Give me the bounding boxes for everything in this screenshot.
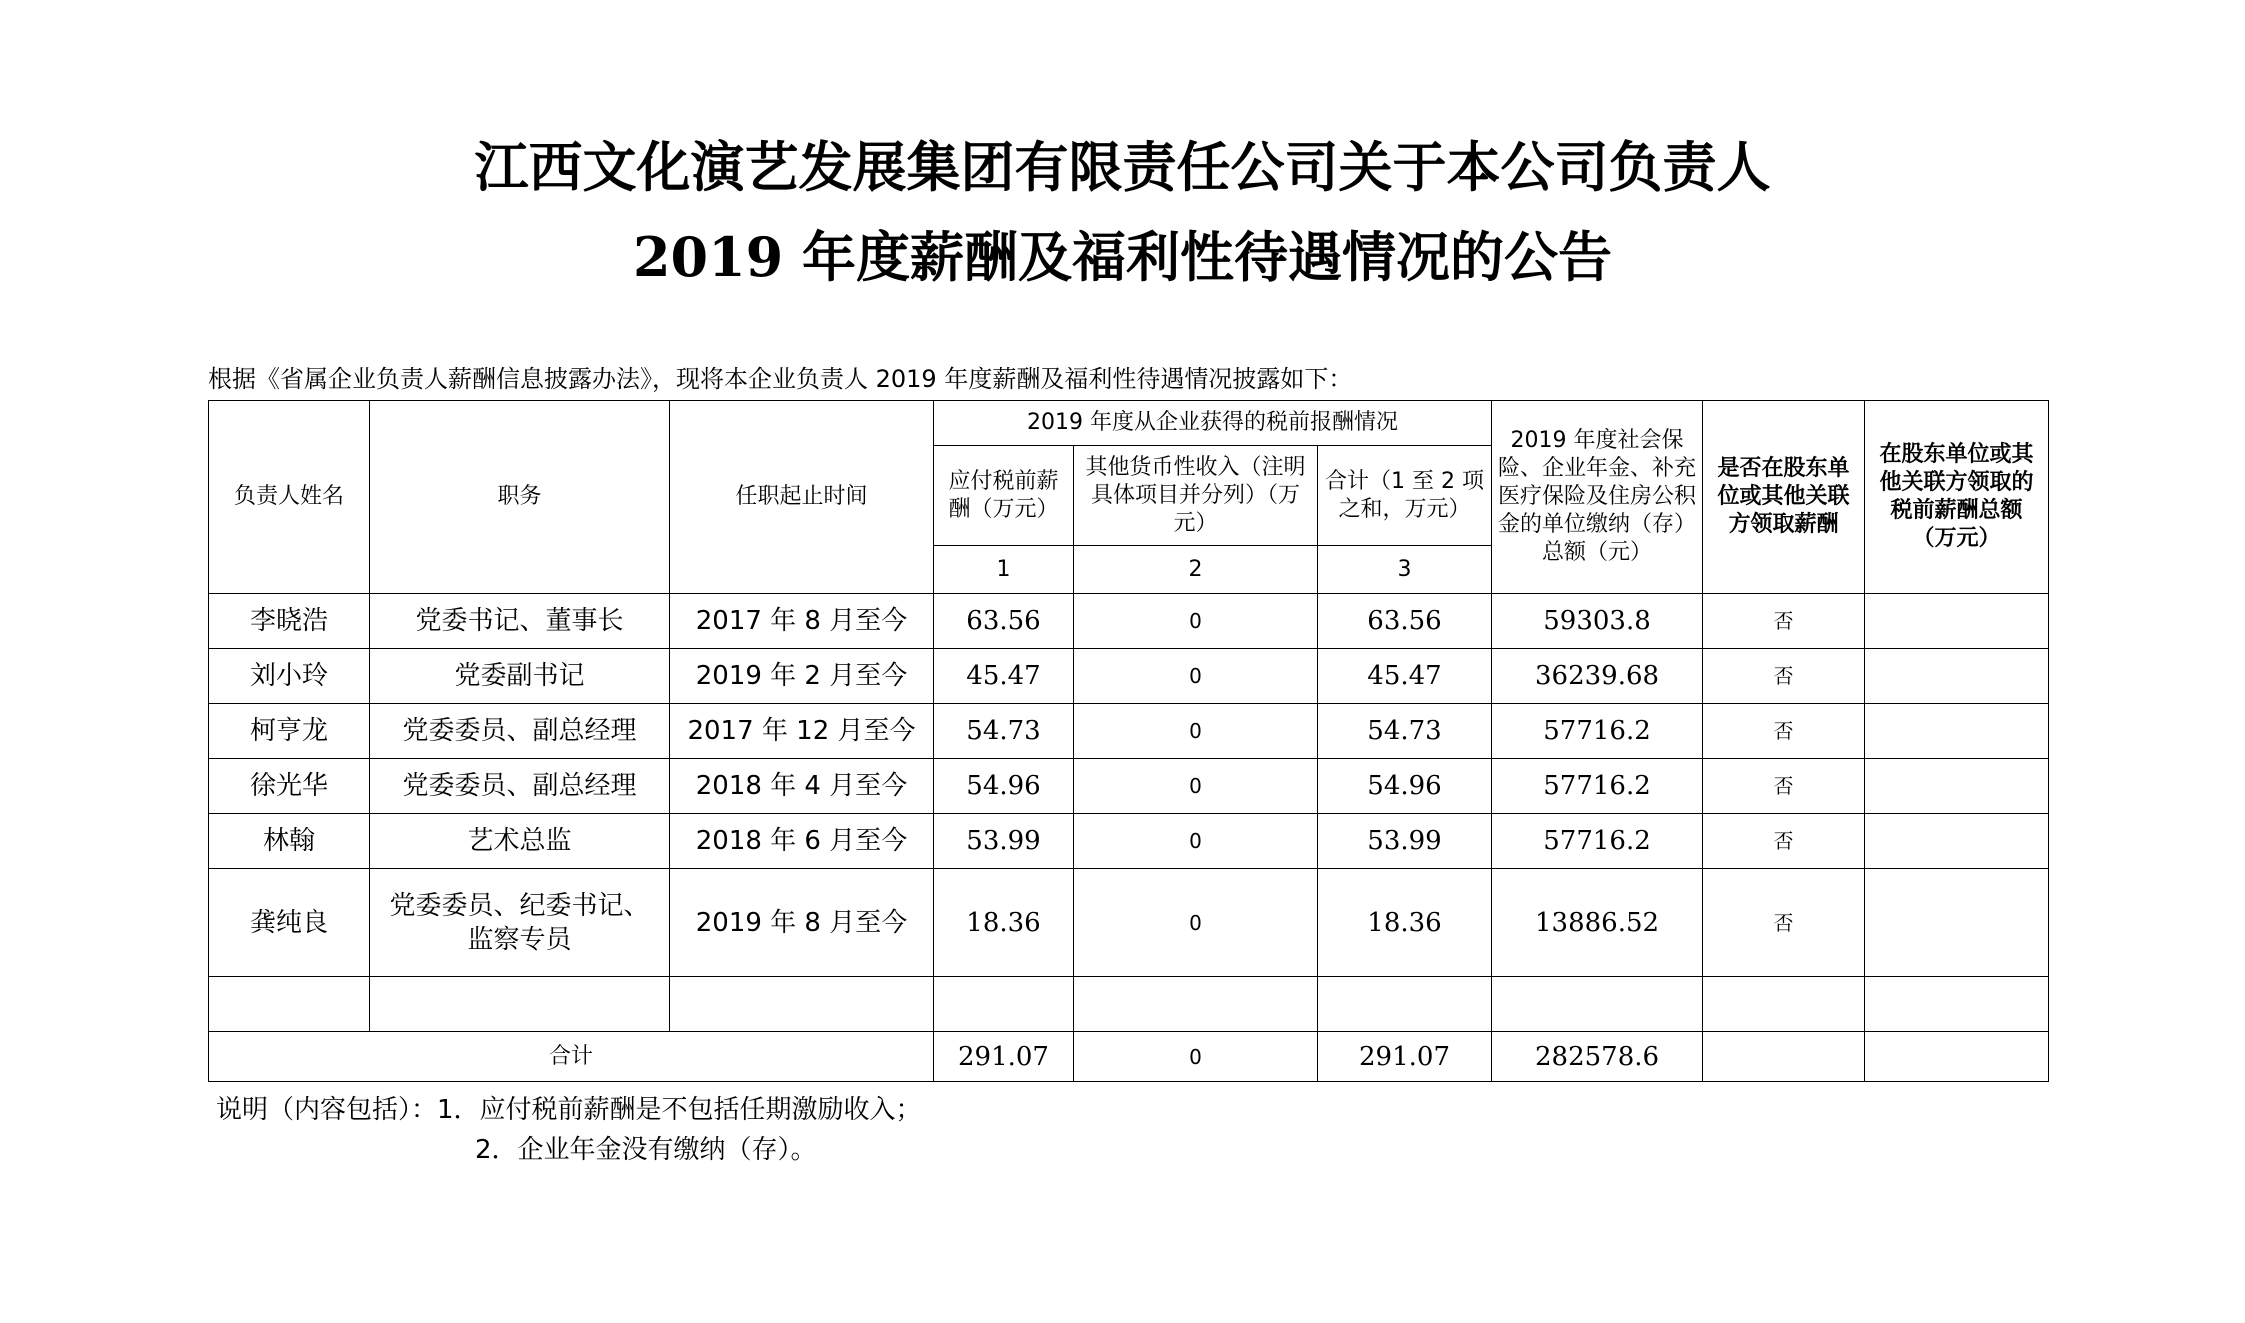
cell-other: 0: [1074, 759, 1318, 814]
cell-position: 党委委员、副总经理: [370, 704, 670, 759]
note-line-2: 2．企业年金没有缴纳（存）。: [475, 1135, 817, 1165]
cell-name: 徐光华: [209, 759, 370, 814]
cell-social: 13886.52: [1492, 869, 1703, 977]
total-empty-cell: [1703, 1032, 1865, 1082]
cell-position: 党委委员、副总经理: [370, 759, 670, 814]
cell-total: 54.96: [1318, 759, 1492, 814]
empty-cell: [1492, 977, 1703, 1032]
cell-position: 党委书记、董事长: [370, 594, 670, 649]
cell-total: 45.47: [1318, 649, 1492, 704]
header-social-insurance: 2019 年度社会保险、企业年金、补充医疗保险及住房公积金的单位缴纳（存）总额（元）: [1492, 401, 1703, 594]
header-shareholder-pay: 是否在股东单位或其他关联方领取薪酬: [1703, 401, 1865, 594]
header-shareholder-amount: 在股东单位或其他关联方领取的税前薪酬总额（万元）: [1865, 401, 2049, 594]
empty-row: [209, 977, 2049, 1032]
cell-social: 57716.2: [1492, 814, 1703, 869]
cell-term: 2019 年 8 月至今: [670, 869, 934, 977]
cell-name: 柯亨龙: [209, 704, 370, 759]
cell-salary: 53.99: [934, 814, 1074, 869]
cell-name: 李晓浩: [209, 594, 370, 649]
table-row: [209, 869, 2049, 977]
cell-shareholder: 否: [1703, 814, 1865, 869]
empty-cell: [1865, 977, 2049, 1032]
total-empty-cell: [1865, 1032, 2049, 1082]
cell-shareholder: 否: [1703, 649, 1865, 704]
header-income-group: 2019 年度从企业获得的税前报酬情况: [934, 401, 1492, 446]
table-row: [209, 704, 2049, 759]
cell-amount: [1865, 869, 2049, 977]
cell-total: 63.56: [1318, 594, 1492, 649]
cell-amount: [1865, 649, 2049, 704]
header-total: 合计（1 至 2 项之和，万元）: [1318, 446, 1492, 546]
cell-other: 0: [1074, 814, 1318, 869]
table-row: [209, 759, 2049, 814]
cell-term: 2017 年 12 月至今: [670, 704, 934, 759]
header-other-income: 其他货币性收入（注明具体项目并分列）（万元）: [1074, 446, 1318, 546]
total-total: 291.07: [1318, 1032, 1492, 1082]
empty-cell: [370, 977, 670, 1032]
cell-social: 36239.68: [1492, 649, 1703, 704]
empty-cell: [1703, 977, 1865, 1032]
cell-salary: 45.47: [934, 649, 1074, 704]
table-row: [209, 594, 2049, 649]
cell-position-line-2: 监察专员: [467, 924, 572, 955]
cell-salary: 18.36: [934, 869, 1074, 977]
cell-position: [370, 869, 670, 977]
cell-term: 2019 年 2 月至今: [670, 649, 934, 704]
cell-term: 2017 年 8 月至今: [670, 594, 934, 649]
header-col-3: 3: [1318, 546, 1492, 594]
total-label: 合计: [209, 1032, 934, 1082]
cell-other: 0: [1074, 594, 1318, 649]
header-term: 任职起止时间: [670, 401, 934, 594]
cell-amount: [1865, 814, 2049, 869]
note-line-1: 说明（内容包括）：1．应付税前薪酬是不包括任期激励收入；: [216, 1095, 922, 1125]
table-row: [209, 649, 2049, 704]
cell-social: 59303.8: [1492, 594, 1703, 649]
header-col-1: 1: [934, 546, 1074, 594]
empty-cell: [209, 977, 370, 1032]
empty-cell: [1318, 977, 1492, 1032]
total-row: [209, 1032, 2049, 1082]
header-salary: 应付税前薪酬（万元）: [934, 446, 1074, 546]
cell-amount: [1865, 704, 2049, 759]
header-name: 负责人姓名: [209, 401, 370, 594]
total-social: 282578.6: [1492, 1032, 1703, 1082]
cell-salary: 54.96: [934, 759, 1074, 814]
cell-shareholder: 否: [1703, 869, 1865, 977]
cell-position: 艺术总监: [370, 814, 670, 869]
cell-other: 0: [1074, 649, 1318, 704]
title-line-1: 江西文化演艺发展集团有限责任公司关于本公司负责人: [474, 135, 1771, 199]
cell-social: 57716.2: [1492, 759, 1703, 814]
cell-shareholder: 否: [1703, 704, 1865, 759]
table-row: [209, 814, 2049, 869]
cell-shareholder: 否: [1703, 594, 1865, 649]
cell-total: 18.36: [1318, 869, 1492, 977]
cell-other: 0: [1074, 704, 1318, 759]
cell-shareholder: 否: [1703, 759, 1865, 814]
cell-total: 53.99: [1318, 814, 1492, 869]
intro-text: 根据《省属企业负责人薪酬信息披露办法》，现将本企业负责人 2019 年度薪酬及福利性待遇情况披露如下：: [208, 365, 1353, 393]
header-col-2: 2: [1074, 546, 1318, 594]
empty-cell: [934, 977, 1074, 1032]
header-position: 职务: [370, 401, 670, 594]
empty-cell: [670, 977, 934, 1032]
cell-total: 54.73: [1318, 704, 1492, 759]
cell-other: 0: [1074, 869, 1318, 977]
total-other: 0: [1074, 1032, 1318, 1082]
cell-position-line-1: 党委委员、纪委书记、: [389, 890, 650, 921]
cell-amount: [1865, 594, 2049, 649]
cell-salary: 63.56: [934, 594, 1074, 649]
cell-name: 林翰: [209, 814, 370, 869]
salary-table: [208, 400, 2049, 1082]
cell-term: 2018 年 6 月至今: [670, 814, 934, 869]
cell-name: 龚纯良: [209, 869, 370, 977]
cell-salary: 54.73: [934, 704, 1074, 759]
total-salary: 291.07: [934, 1032, 1074, 1082]
cell-position: 党委副书记: [370, 649, 670, 704]
empty-cell: [1074, 977, 1318, 1032]
cell-name: 刘小玲: [209, 649, 370, 704]
cell-term: 2018 年 4 月至今: [670, 759, 934, 814]
cell-social: 57716.2: [1492, 704, 1703, 759]
cell-amount: [1865, 759, 2049, 814]
title-line-2: 2019 年度薪酬及福利性待遇情况的公告: [632, 225, 1613, 289]
